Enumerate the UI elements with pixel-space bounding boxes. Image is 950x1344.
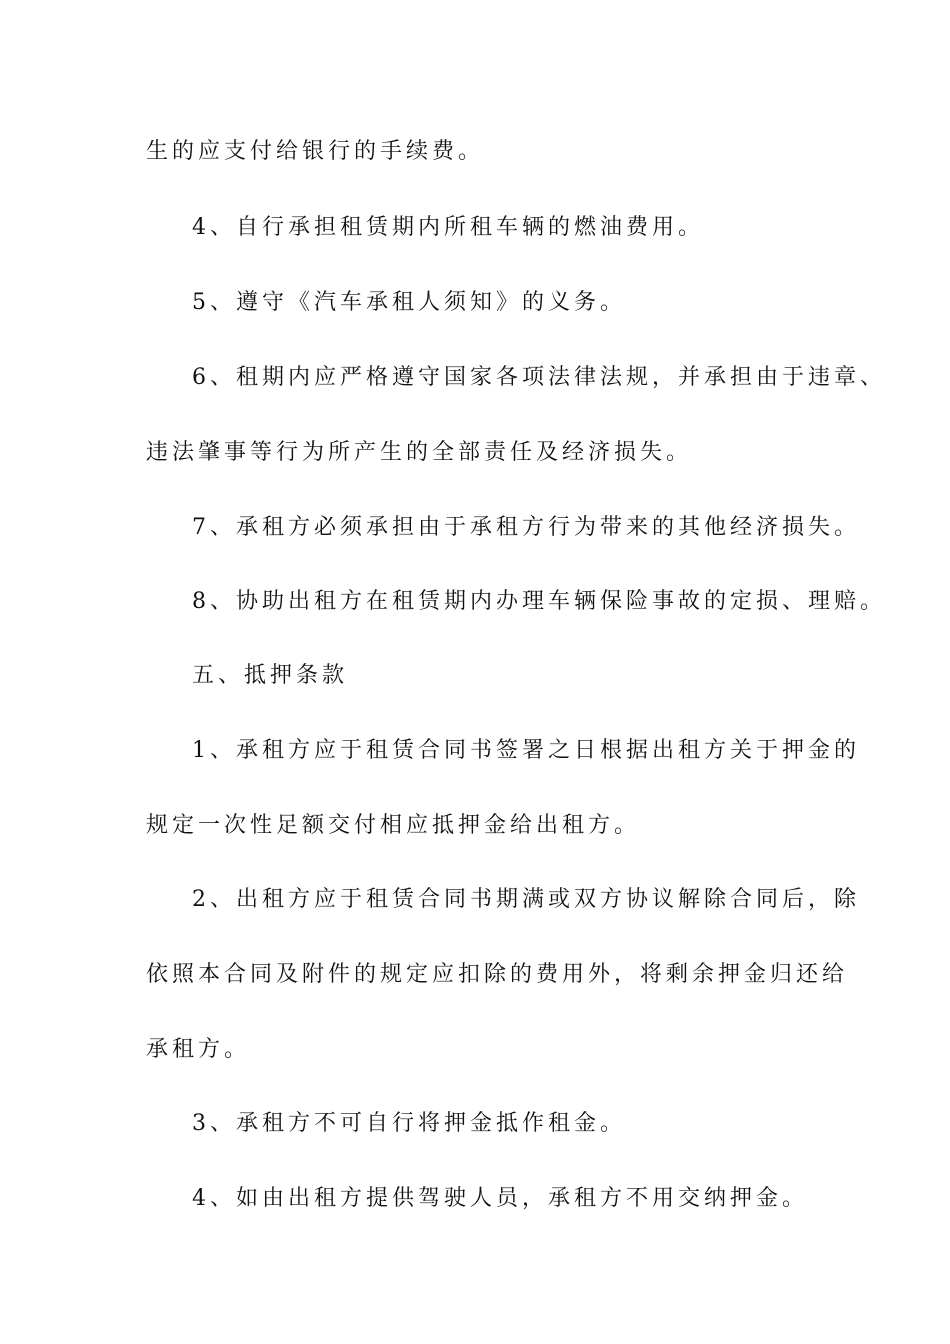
paragraph-line: 承租方。 — [146, 1037, 251, 1062]
paragraph-line: 4、自行承担租赁期内所租车辆的燃油费用。 — [192, 215, 704, 240]
paragraph-line: 8、协助出租方在租赁期内办理车辆保险事故的定损、理赔。 — [192, 589, 886, 614]
paragraph-line: 2、出租方应于租赁合同书期满或双方协议解除合同后，除 — [192, 887, 860, 912]
section-heading: 五、抵押条款 — [192, 663, 349, 688]
paragraph-line: 6、租期内应严格遵守国家各项法律法规，并承担由于违章、 — [192, 365, 886, 390]
paragraph-line: 依照本合同及附件的规定应扣除的费用外，将剩余押金归还给 — [146, 962, 849, 987]
paragraph-line: 违法肇事等行为所产生的全部责任及经济损失。 — [146, 440, 693, 465]
paragraph-line: 7、承租方必须承担由于承租方行为带来的其他经济损失。 — [192, 515, 860, 540]
paragraph-line: 3、承租方不可自行将押金抵作租金。 — [192, 1111, 626, 1136]
paragraph-line: 4、如由出租方提供驾驶人员，承租方不用交纳押金。 — [192, 1186, 808, 1211]
paragraph-line: 5、遵守《汽车承租人须知》的义务。 — [192, 290, 626, 315]
paragraph-line: 1、承租方应于租赁合同书签署之日根据出租方关于押金的 — [192, 738, 860, 763]
paragraph-line: 生的应支付给银行的手续费。 — [146, 139, 485, 164]
paragraph-line: 规定一次性足额交付相应抵押金给出租方。 — [146, 813, 641, 838]
